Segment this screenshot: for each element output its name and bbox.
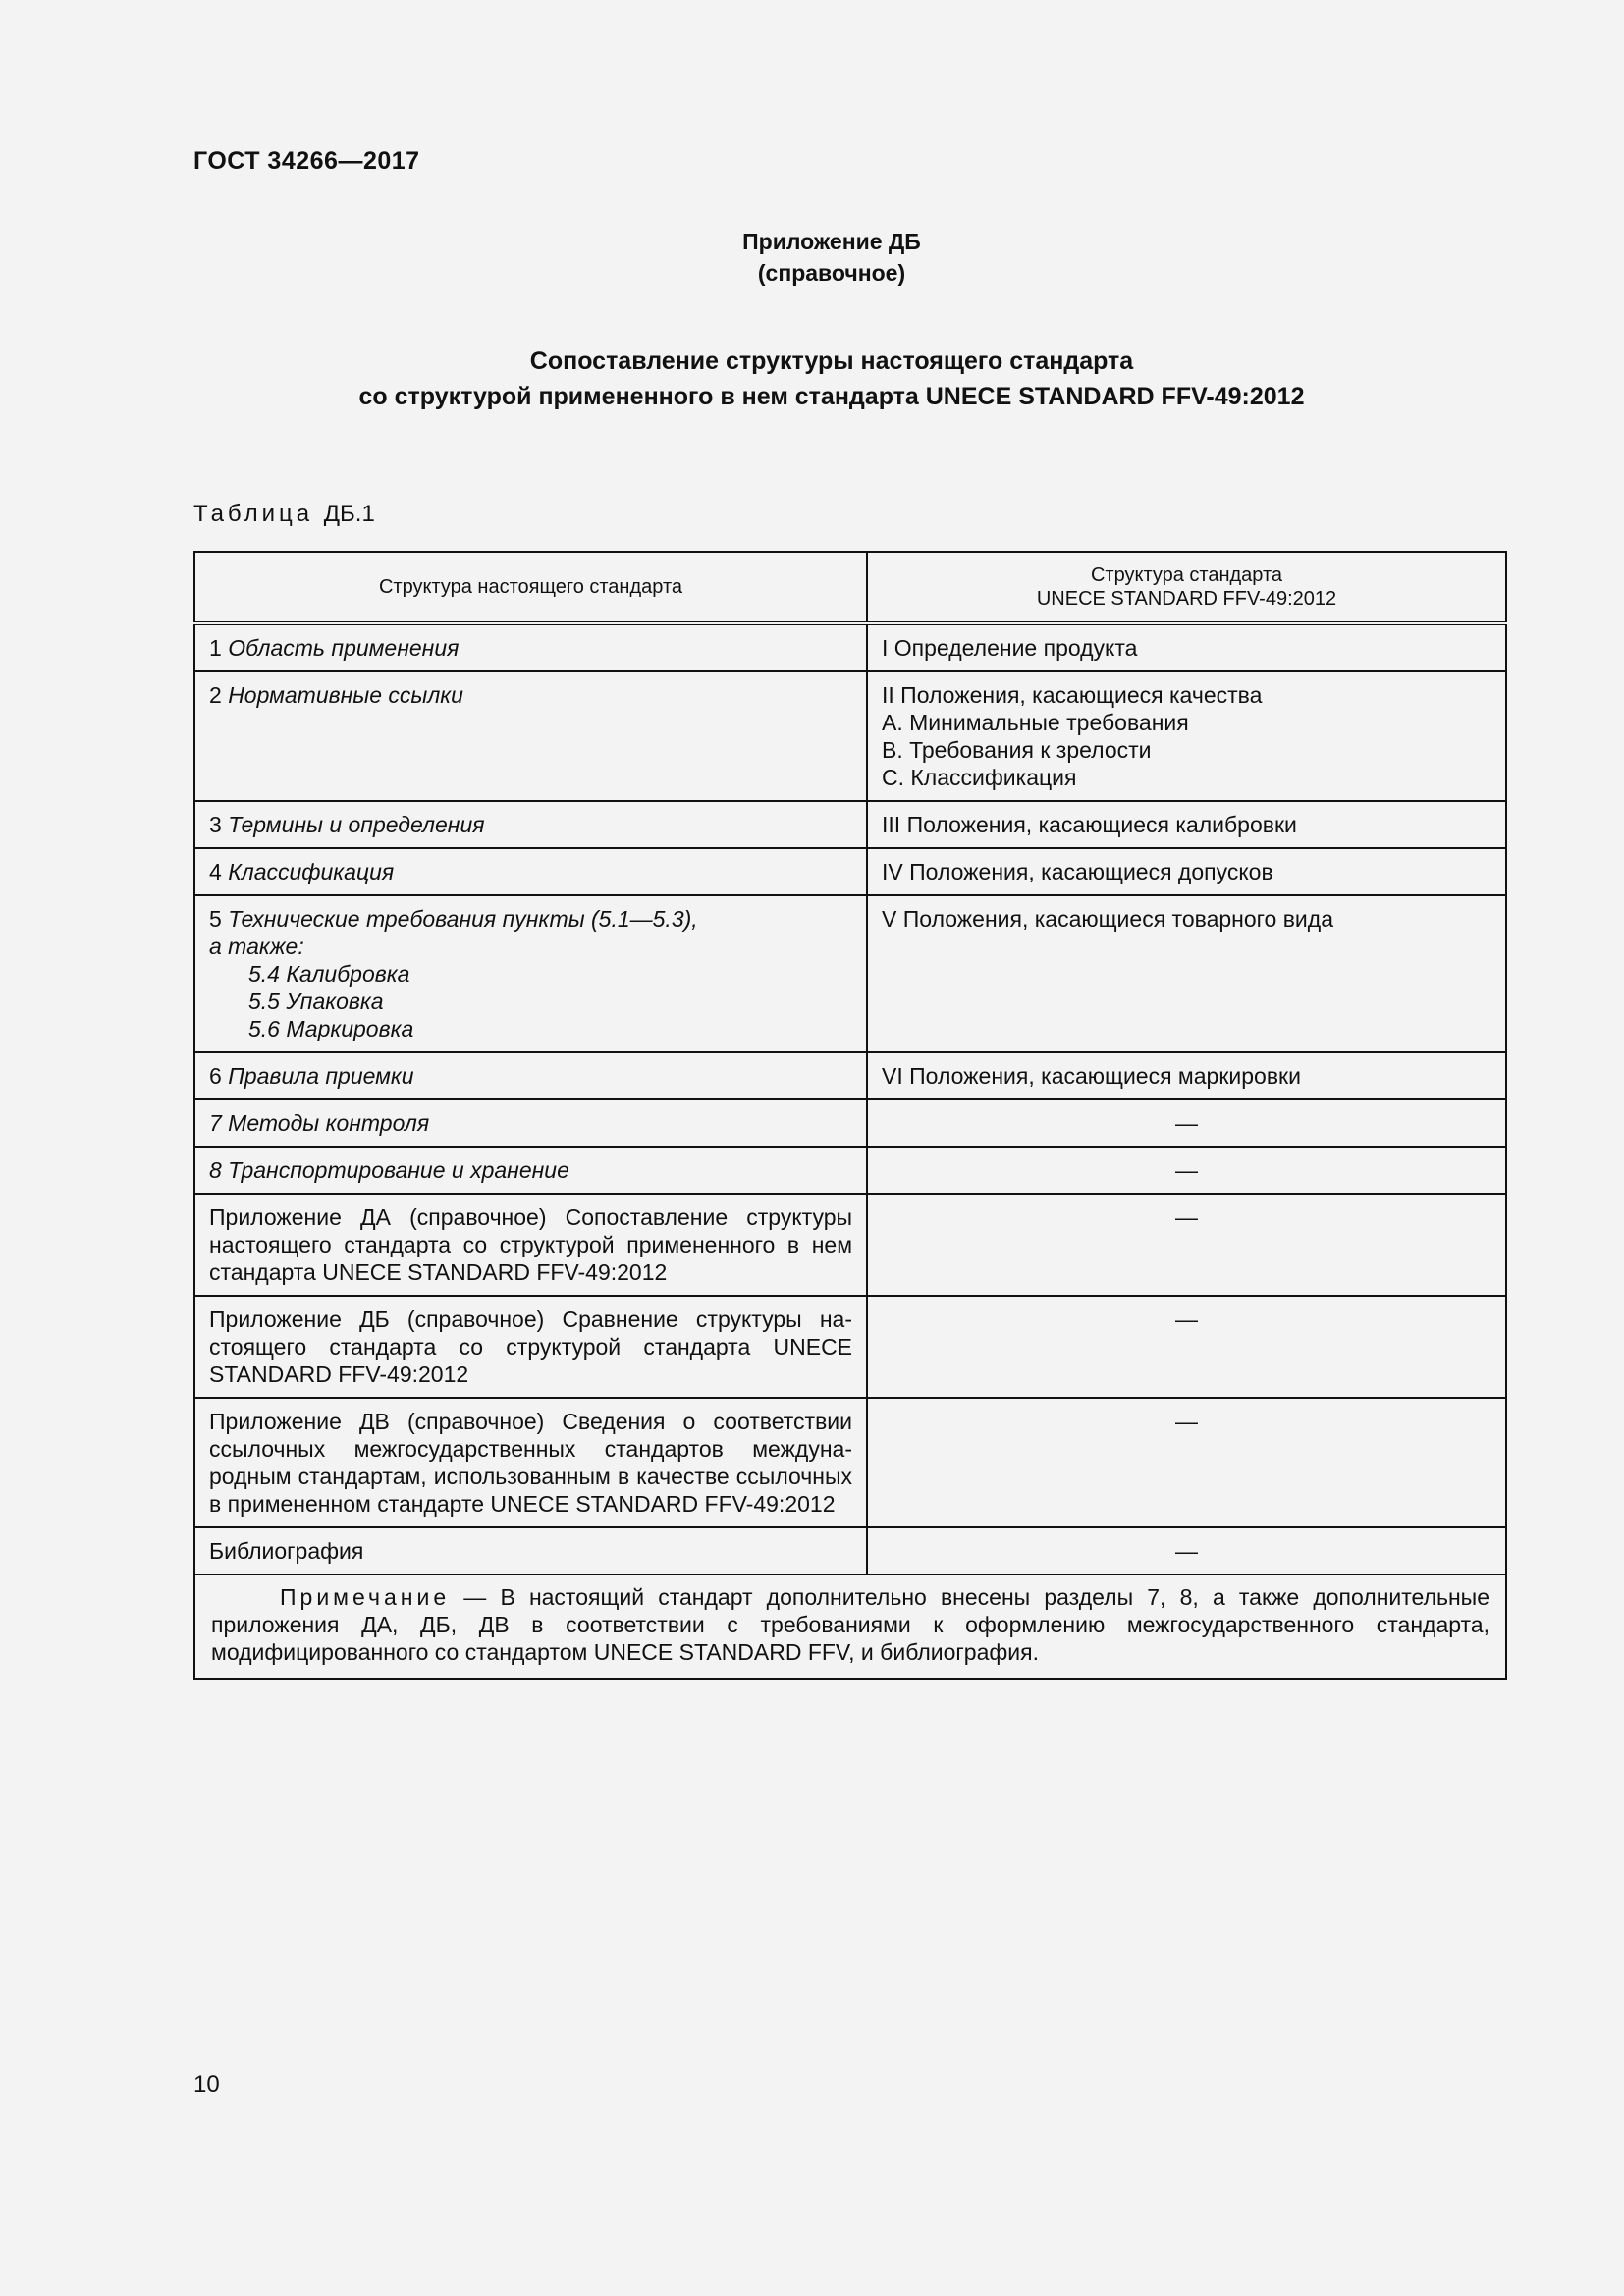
table-row <box>194 801 1506 848</box>
row-left-cell: Приложение ДВ (справочное) Сведения о соответствии ссылочных межгосударственных стандартов международным стандартам, использованным в качестве ссылочных в примененном стандарте UNECE STANDARD FFV-49:2012 <box>194 1398 867 1527</box>
row-num: 1 <box>209 635 222 661</box>
row-left-cell: Библиография <box>194 1527 867 1575</box>
title-line-2: со структурой примененного в нем стандарта UNECE STANDARD FFV-49:2012 <box>358 383 1305 410</box>
row-right-cell <box>867 671 1506 801</box>
table-note <box>194 1575 1506 1679</box>
row-title: Классификация <box>228 859 395 884</box>
row-subitem: 5.4 Калибровка <box>248 961 410 987</box>
row-left-cell: 8 Транспортирование и хранение <box>194 1147 867 1194</box>
page-number: 10 <box>193 2071 220 2098</box>
row-right-cell: VI Положения, касающиеся маркировки <box>867 1052 1506 1099</box>
row-left-cell: 7 Методы контроля <box>194 1099 867 1147</box>
table-row <box>194 1194 1506 1296</box>
row-title: Правила приемки <box>228 1063 414 1089</box>
row-right-cell: — <box>867 1147 1506 1194</box>
right-line: С. Классификация <box>882 765 1077 790</box>
row-left-cell <box>194 1052 867 1099</box>
standard-code: ГОСТ 34266—2017 <box>193 147 420 175</box>
col2-header <box>867 552 1506 623</box>
table-caption-word: Таблица <box>193 501 314 527</box>
table-caption-number: ДБ.1 <box>323 501 375 527</box>
table-row <box>194 1147 1506 1194</box>
row-left-cell: Приложение ДБ (справочное) Сравнение структуры настоящего стандарта со структурой стандарта UNECE STANDARD FFV-49:2012 <box>194 1296 867 1398</box>
note-text: — В настоящий стандарт дополнительно внесены разделы 7, 8, а также дополнительные приложения ДА, ДБ, ДВ в соответствии с требованиями к оформлению межгосударственного стандарта, модифицированного со стандартом UNECE STANDARD FFV, и библиография. <box>211 1584 1489 1665</box>
col2-header-line1: Структура стандарта <box>1090 564 1283 586</box>
right-line: А. Минимальные требования <box>882 710 1189 735</box>
row-title: Термины и определения <box>228 812 485 837</box>
table-row <box>194 1099 1506 1147</box>
annex-kind: (справочное) <box>757 260 906 286</box>
table-row <box>194 1296 1506 1398</box>
row-num: 5 <box>209 906 222 932</box>
row-right-cell: — <box>867 1398 1506 1527</box>
row-subitem: 5.6 Маркировка <box>248 1016 414 1041</box>
col1-header: Структура настоящего стандарта <box>194 552 867 623</box>
structure-comparison-table <box>193 551 1507 1680</box>
row-left-cell <box>194 623 867 671</box>
row-num: 6 <box>209 1063 222 1089</box>
row-left-cell: Приложение ДА (справочное) Сопоставление структуры настоящего стандарта со структурой примененного в нем стандарта UNECE STANDARD FFV-49:2012 <box>194 1194 867 1296</box>
row-subitem: 5.5 Упаковка <box>248 988 384 1014</box>
table-row <box>194 1527 1506 1575</box>
right-line: В. Требования к зрелости <box>882 737 1152 763</box>
right-line: II Положения, касающиеся качества <box>882 682 1263 708</box>
table-row <box>194 1398 1506 1527</box>
table-row <box>194 895 1506 1052</box>
row-num: 3 <box>209 812 222 837</box>
row-right-cell: — <box>867 1099 1506 1147</box>
row-title: Нормативные ссылки <box>228 682 463 708</box>
row-left-cell <box>194 848 867 895</box>
row-num: 2 <box>209 682 222 708</box>
row-right-cell: IV Положения, касающиеся допусков <box>867 848 1506 895</box>
row-left-cell <box>194 671 867 801</box>
table-caption <box>193 501 375 528</box>
table-row <box>194 848 1506 895</box>
row-extra: а также: <box>209 934 304 959</box>
annex-heading <box>0 226 1624 289</box>
row-right-cell: — <box>867 1296 1506 1398</box>
row-title: Технические требования пункты (5.1—5.3), <box>228 906 698 932</box>
title-line-1: Сопоставление структуры настоящего стандарта <box>529 347 1134 375</box>
col2-header-line2: UNECE STANDARD FFV-49:2012 <box>1036 588 1337 610</box>
table-row <box>194 1052 1506 1099</box>
row-right-cell: — <box>867 1194 1506 1296</box>
row-right-cell: — <box>867 1527 1506 1575</box>
document-title <box>0 344 1624 414</box>
table-note-row <box>194 1575 1506 1679</box>
note-lead: Примечание <box>280 1584 451 1610</box>
table-header-row <box>194 552 1506 623</box>
row-right-cell: V Положения, касающиеся товарного вида <box>867 895 1506 1052</box>
row-right-cell: III Положения, касающиеся калибровки <box>867 801 1506 848</box>
annex-label: Приложение ДБ <box>742 229 921 254</box>
table-row <box>194 671 1506 801</box>
row-left-cell <box>194 895 867 1052</box>
row-num: 4 <box>209 859 222 884</box>
row-right-cell: I Определение продукта <box>867 623 1506 671</box>
table-row <box>194 623 1506 671</box>
row-title: Область применения <box>228 635 460 661</box>
row-left-cell <box>194 801 867 848</box>
